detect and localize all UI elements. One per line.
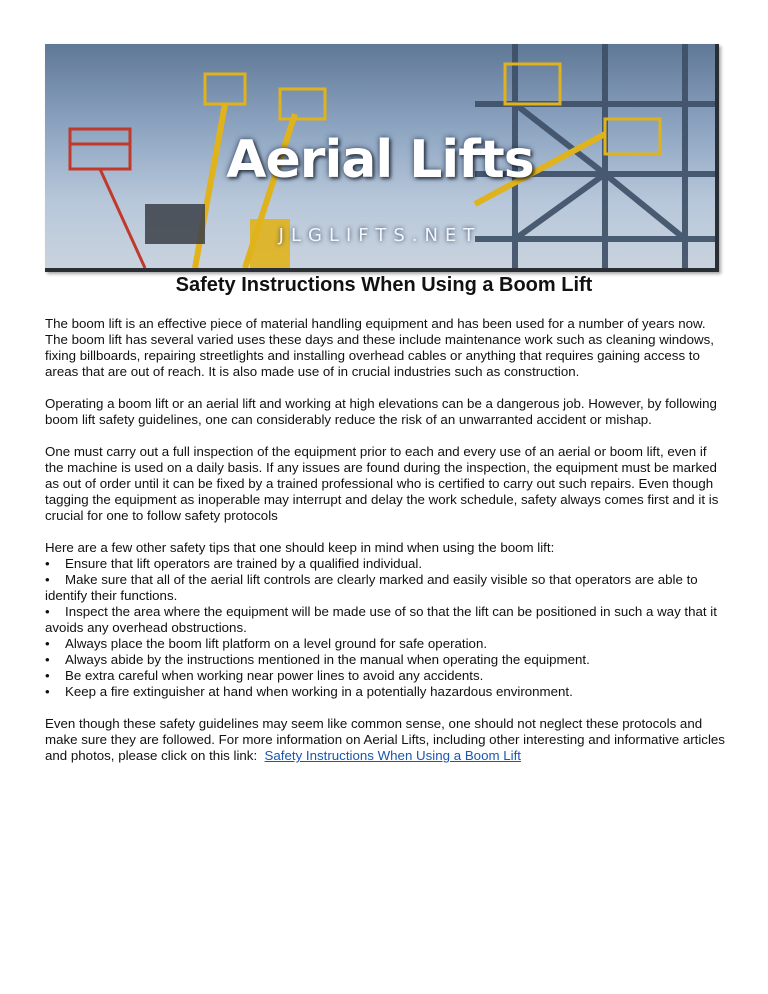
list-item: • Be extra careful when working near power lines to avoid any accidents. xyxy=(45,668,484,683)
article-link[interactable]: Safety Instructions When Using a Boom Lift xyxy=(264,748,521,763)
article-body xyxy=(45,316,725,780)
header-banner-image xyxy=(45,44,719,272)
safety-tips-list xyxy=(45,556,725,700)
paragraph-closing: Even though these safety guidelines may seem like common sense, one should not neglect these protocols and make sure they are followed. For more information on Aerial Lifts, including other interesting and informative articles and photos, please click on this link: Safety Instructions When Using a Boom Lift xyxy=(45,716,725,763)
logo-url: JLGLIFTS.NET xyxy=(278,225,482,246)
list-item: • Make sure that all of the aerial lift controls are clearly marked and easily visible so that operators are able to identify their functions. xyxy=(45,572,698,603)
paragraph-inspection: One must carry out a full inspection of the equipment prior to each and every use of an aerial or boom lift, even if the machine is used on a daily basis. If any issues are found during the inspection, the equipment must be marked as out of order until it can be fixed by a trained professional who is certified to carry out such repairs. Even though tagging the equipment as inoperable may interrupt and delay the work schedule, safety always comes first and it is crucial for one to follow safety protocols xyxy=(45,444,719,523)
paragraph-danger: Operating a boom lift or an aerial lift and working at high elevations can be a dangerous job. However, by following boom lift safety guidelines, one can considerably reduce the risk of an unwarranted accident or mishap. xyxy=(45,396,717,427)
list-item: • Ensure that lift operators are trained by a qualified individual. xyxy=(45,556,423,571)
list-item: • Always abide by the instructions mentioned in the manual when operating the equipment. xyxy=(45,652,590,667)
paragraph-intro: The boom lift is an effective piece of material handling equipment and has been used for a number of years now. The boom lift has several varied uses these days and these include maintenance work such as cleaning windows, fixing billboards, repairing streetlights and installing overhead cables or anything that requires gaining access to areas that are out of reach. It is also made use of in crucial industries such as construction. xyxy=(45,316,714,379)
list-item: • Keep a fire extinguisher at hand when working in a potentially hazardous environment. xyxy=(45,684,573,699)
logo-title: Aerial Lifts xyxy=(226,130,534,190)
tips-intro: Here are a few other safety tips that one should keep in mind when using the boom lift: xyxy=(45,540,555,555)
page-title: Safety Instructions When Using a Boom Lift xyxy=(175,274,593,296)
list-item: • Always place the boom lift platform on a level ground for safe operation. xyxy=(45,636,488,651)
list-item: • Inspect the area where the equipment will be made use of so that the lift can be positioned in such a way that it avoids any overhead obstructions. xyxy=(45,604,717,635)
